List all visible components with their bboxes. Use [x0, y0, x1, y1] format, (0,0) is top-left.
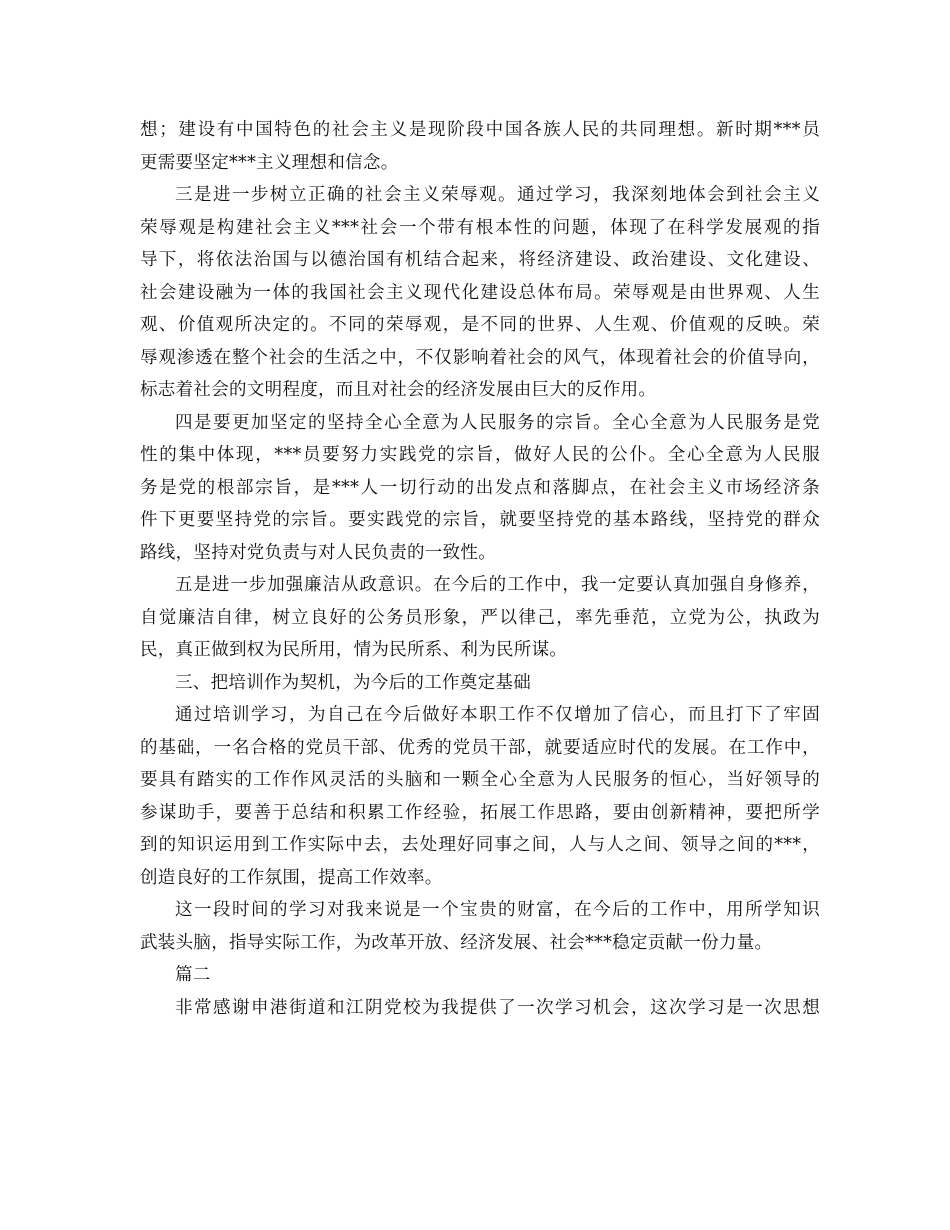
- text-line: 民，真正做到权为民所用，情为民所系、利为民所谋。: [140, 640, 568, 660]
- text-line: 到的知识运用到工作实际中去，去处理好同事之间，人与人之间、领导之间的***，: [140, 835, 820, 855]
- text-line: 非常感谢申港街道和江阴党校为我提供了一次学习机会，这次学习是一次思想: [175, 997, 820, 1018]
- text-line: 路线，坚持对党负责与对人民负责的一致性。: [140, 542, 496, 563]
- text-line: 三是进一步树立正确的社会主义荣辱观。通过学习，我深刻地体会到社会主义: [175, 185, 820, 205]
- text-line: 这一段时间的学习对我来说是一个宝贵的财富，在今后的工作中，用所学知识: [175, 900, 820, 920]
- text-line: 标志着社会的文明程度，而且对社会的经济发展由巨大的反作用。: [140, 380, 657, 400]
- text-line: 导下，将依法治国与以德治国有机结合起来，将经济建设、政治建设、文化建设、: [140, 250, 820, 270]
- text-line: 务是党的根部宗旨，是***人一切行动的出发点和落脚点，在社会主义市场经济条: [140, 477, 820, 498]
- text-line: 观、价值观所决定的。不同的荣辱观，是不同的世界、人生观、价值观的反映。荣: [140, 315, 820, 335]
- text-line: 创造良好的工作氛围，提高工作效率。: [140, 867, 443, 888]
- text-line: 武装头脑，指导实际工作，为改革开放、经济发展、社会***稳定贡献一份力量。: [140, 932, 773, 953]
- text-line: 辱观渗透在整个社会的生活之中，不仅影响着社会的风气，体现着社会的价值导向，: [140, 347, 820, 368]
- text-line: 想；建设有中国特色的社会主义是现阶段中国各族人民的共同理想。新时期***员: [140, 120, 820, 140]
- text-line: 件下更要坚持党的宗旨。要实践党的宗旨，就要坚持党的基本路线，坚持党的群众: [140, 510, 820, 530]
- text-line: 要具有踏实的工作作风灵活的头脑和一颗全心全意为人民服务的恒心，当好领导的: [140, 770, 820, 790]
- document-page: [140, 114, 820, 1024]
- text-line: 荣辱观是构建社会主义***社会一个带有根本性的问题，体现了在科学发展观的指: [140, 217, 820, 238]
- text-line: 三、把培训作为契机，为今后的工作奠定基础: [175, 672, 531, 693]
- text-line: 更需要坚定***主义理想和信念。: [140, 152, 399, 173]
- text-line: 的基础，一名合格的党员干部、优秀的党员干部，就要适应时代的发展。在工作中，: [140, 737, 820, 758]
- text-line: 五是进一步加强廉洁从政意识。在今后的工作中，我一定要认真加强自身修养，: [175, 575, 820, 595]
- text-line: 四是要更加坚定的坚持全心全意为人民服务的宗旨。全心全意为人民服务是党: [175, 412, 820, 433]
- text-line: 性的集中体现，***员要努力实践党的宗旨，做好人民的公仆。全心全意为人民服: [140, 445, 820, 465]
- text-line: 自觉廉洁自律，树立良好的公务员形象，严以律己，率先垂范，立党为公，执政为: [140, 607, 820, 628]
- text-line: 社会建设融为一体的我国社会主义现代化建设总体布局。荣辱观是由世界观、人生: [140, 282, 820, 303]
- text-line: 通过培训学习，为自己在今后做好本职工作不仅增加了信心，而且打下了牢固: [175, 705, 820, 725]
- text-line: 参谋助手，要善于总结和积累工作经验，拓展工作思路，要由创新精神，要把所学: [140, 802, 820, 823]
- text-line: 篇二: [175, 965, 211, 985]
